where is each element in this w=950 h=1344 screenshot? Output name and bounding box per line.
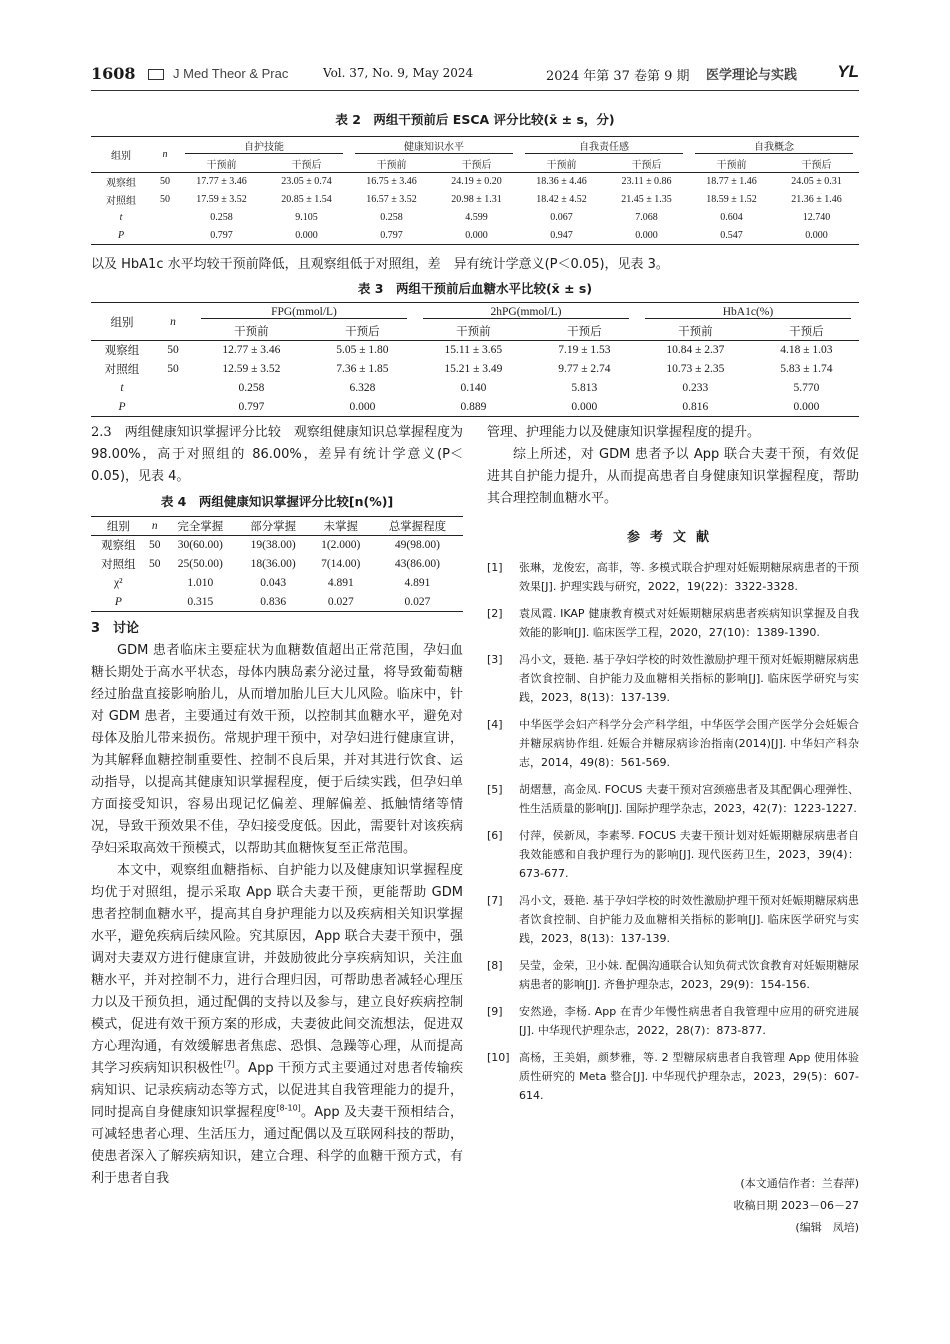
reference-number: [6] — [487, 829, 503, 842]
cell: 1.010 — [187, 577, 214, 589]
cell: 12.59 ± 3.52 — [222, 363, 281, 375]
table4-header: n — [151, 520, 158, 532]
table2-col-n: n — [162, 149, 168, 160]
reference-item — [487, 604, 859, 642]
between-text: 以及 HbA1c 水平均较干预前降低，且观察组低于对照组，差 异有统计学意义(P＜0.05)，见表 3。 — [91, 257, 669, 272]
cell: 4.891 — [327, 577, 354, 589]
cell: 0.947 — [550, 229, 573, 241]
cell — [146, 574, 164, 593]
cell: 0.797 — [210, 229, 233, 241]
cell: 20.98 ± 1.31 — [451, 194, 502, 205]
row-label: P — [118, 400, 126, 413]
cell: 19(38.00) — [250, 539, 296, 552]
row-label: 对照组 — [106, 196, 136, 207]
table3-group-1: 2hPG(mmol/L) — [415, 303, 637, 322]
cell: 25(50.00) — [177, 558, 223, 570]
table2-sub-after: 干预后 — [631, 159, 662, 171]
reference-text: 冯小文，聂艳. 基于孕妇学校的时效性激励护理干预对妊娠期糖尿病患者饮食控制、自护能力及血糖相关指标的影响[J]. 临床医学研究与实践，2023，8(13)：137-139. — [519, 894, 859, 945]
cell: 对照组 — [101, 559, 136, 571]
cell: 0.258 — [380, 212, 403, 223]
table-row — [91, 209, 859, 227]
cell: 21.45 ± 1.35 — [621, 194, 672, 205]
reference-number: [9] — [487, 1005, 503, 1018]
table4-header: 组别 — [106, 521, 130, 533]
volume-cn: 2024 年第 37 卷第 9 期 — [546, 69, 690, 84]
reference-text: 中华医学会妇产科学分会产科学组，中华医学会围产医学分会妊娠合并糖尿病协作组. 妊娠合并糖尿病诊治指南(2014)[J]. 中华妇产科杂志，2014，49(8)：561-569. — [519, 718, 859, 769]
cell: 0.000 — [635, 229, 658, 241]
cell: 0.027 — [404, 595, 431, 608]
table-row — [91, 574, 463, 593]
reference-text: 吴莹，金荣，卫小妹. 配偶沟通联合认知负荷式饮食教育对妊娠期糖尿病患者的影响[J]. 齐鲁护理杂志，2023，29(9)：154-156. — [519, 959, 859, 991]
table3-caption: 表 3 两组干预前后血糖水平比较(x̄ ± s) — [357, 281, 593, 296]
page-number: 1608 — [91, 64, 136, 83]
cell: 0.027 — [327, 595, 354, 608]
section-2-3 — [91, 422, 463, 488]
continued-text: 管理、护理能力以及健康知识掌握程度的提升。 — [487, 425, 761, 440]
cell: 观察组 — [101, 540, 136, 553]
cell: 7(14.00) — [321, 558, 361, 570]
reference-text: 袁凤霞. IKAP 健康教育模式对妊娠期糖尿病患者疾病知识掌握及自我效能的影响[J]. 临床医学工程，2020，27(10)：1389-1390. — [519, 607, 859, 639]
cell: 15.11 ± 3.65 — [444, 344, 503, 357]
cell: 0.000 — [295, 229, 318, 241]
reference-item — [487, 891, 859, 948]
cell: 43(86.00) — [394, 558, 440, 570]
row-label: 观察组 — [106, 178, 136, 190]
cell: 0.889 — [460, 400, 487, 413]
table2-sub-after: 干预后 — [291, 159, 322, 171]
table-row — [91, 173, 859, 191]
table2-group-2: 自我责任感 — [519, 137, 689, 155]
cell: 10.84 ± 2.37 — [666, 344, 725, 357]
cell: 6.328 — [349, 382, 376, 394]
table2-group-0: 自护技能 — [179, 137, 349, 155]
table4-caption: 表 4 两组健康知识掌握评分比较[n(%)] — [160, 494, 394, 509]
cell: 17.59 ± 3.52 — [196, 194, 247, 205]
cell: 0.547 — [720, 229, 743, 241]
table4-header: 总掌握程度 — [388, 521, 447, 533]
cell: 23.11 ± 0.86 — [621, 176, 672, 188]
corresponding-author: (本文通信作者：兰春萍) — [740, 1177, 859, 1190]
cell: 12.740 — [802, 212, 831, 223]
cell: 18.42 ± 4.52 — [536, 194, 587, 205]
cell: 0.000 — [793, 400, 820, 413]
cell: 0.258 — [210, 212, 233, 223]
table-row — [91, 379, 859, 398]
reference-item — [487, 650, 859, 707]
cell: 16.75 ± 3.46 — [366, 176, 417, 188]
editor: (编辑 凤培) — [795, 1221, 859, 1234]
cell: 24.05 ± 0.31 — [791, 176, 842, 188]
cell: 23.05 ± 0.74 — [281, 176, 332, 188]
table3-col-group: 组别 — [110, 316, 134, 329]
cell: 4.599 — [465, 212, 488, 223]
section-2-3-text: 观察组健康知识总掌握程度为 98.00%，高于对照组的 86.00%，差异有统计学意义(P＜0.05)，见表 4。 — [91, 425, 463, 484]
row-n: 50 — [160, 194, 170, 205]
cell: 49(98.00) — [394, 539, 440, 552]
table2-sub-before: 干预前 — [376, 159, 407, 171]
cell: 15.21 ± 3.49 — [444, 363, 503, 375]
cell: 0.836 — [260, 595, 287, 608]
text-span: 。App 干预方式主要通过对患者传输疾病知识、记录疾病动态等方式，以促进其自我管理能力的提升，同时提高自身健康知识掌握程度 — [91, 1061, 463, 1120]
cell: 0.233 — [682, 382, 709, 394]
reference-number: [3] — [487, 653, 503, 666]
table4 — [91, 516, 463, 612]
row-n — [151, 209, 179, 227]
cell: 7.068 — [635, 212, 658, 223]
cell: 0.067 — [550, 212, 573, 223]
cell: 12.77 ± 3.46 — [222, 344, 281, 357]
cell — [146, 593, 164, 612]
text-span: 。App 及夫妻干预相结合，可减轻患者心理、生活压力，通过配偶以及互联网科技的帮助，使患者深入了解疾病知识，建立合理、科学的血糖干预方式，有利于患者自我 — [91, 1105, 463, 1186]
table2-sub-before: 干预前 — [716, 159, 747, 171]
cell: 18(36.00) — [250, 558, 296, 570]
cell: 0.000 — [465, 229, 488, 241]
row-label: t — [119, 212, 123, 223]
journal-logo: YL — [837, 62, 859, 81]
table2-group-3: 自我概念 — [689, 137, 859, 155]
reference-number: [7] — [487, 894, 503, 907]
cell: 0.315 — [187, 595, 214, 608]
reference-number: [4] — [487, 718, 503, 731]
row-n — [153, 398, 193, 417]
reference-text: 付萍，侯新凤，李素琴. FOCUS 夫妻干预计划对妊娠期糖尿病患者自我效能感和自我护理行为的影响[J]. 现代医药卫生，2023，39(4)：673-677. — [519, 829, 859, 880]
cell: 7.36 ± 1.85 — [336, 363, 389, 375]
cell: 9.105 — [295, 212, 318, 223]
cell: 0.258 — [238, 382, 265, 394]
reference-text: 安然逊，李杨. App 在青少年慢性病患者自我管理中应用的研究进展[J]. 中华现代护理杂志，2022，28(7)：873-877. — [519, 1005, 859, 1037]
header-box-icon — [148, 69, 164, 80]
table-row — [91, 555, 463, 574]
cell: 18.36 ± 4.46 — [536, 176, 587, 188]
cell: 0.816 — [682, 400, 709, 413]
table4-header: 未掌握 — [323, 521, 358, 533]
references-title: 参考文献 — [626, 530, 719, 545]
reference-number: [1] — [487, 561, 503, 574]
reference-text: 高杨，王美娟，颜梦雅，等. 2 型糖尿病患者自我管理 App 使用体验质性研究的 Meta 整合[J]. 中华现代护理杂志，2023，29(5)：607-614. — [519, 1051, 859, 1102]
row-n: 50 — [167, 344, 179, 357]
table2-caption: 表 2 两组干预前后 ESCA 评分比较(x̄ ± s，分) — [335, 112, 615, 127]
cell: 0.000 — [571, 400, 598, 413]
cell: 4.891 — [404, 577, 431, 589]
row-label: P — [117, 229, 125, 241]
journal-name-cn: 医学理论与实践 — [706, 67, 798, 82]
table3-sub-before: 干预前 — [456, 325, 491, 338]
reference-text: 胡熠慧，高金凤. FOCUS 夫妻干预对宫颈癌患者及其配偶心理弹性、性生活质量的影响[J]. 国际护理学杂志，2023，42(7)：1223-1227. — [519, 783, 859, 815]
table4-header: 完全掌握 — [177, 521, 224, 533]
row-n — [151, 227, 179, 245]
table-row — [91, 227, 859, 245]
discussion-title: 3 讨论 — [91, 621, 140, 636]
row-n: 50 — [160, 176, 170, 188]
reference-text: 冯小文，聂艳. 基于孕妇学校的时效性激励护理干预对妊娠期糖尿病患者饮食控制、自护能力及血糖相关指标的影响[J]. 临床医学研究与实践，2023，8(13)：137-139. — [519, 653, 859, 704]
cell: 0.043 — [260, 577, 287, 589]
cell: 17.77 ± 3.46 — [196, 176, 247, 188]
cell: 0.604 — [720, 212, 743, 223]
cell: 5.83 ± 1.74 — [780, 363, 833, 375]
discussion-paragraph-2 — [91, 860, 463, 1190]
table2-sub-after: 干预后 — [801, 159, 832, 171]
right-column-text — [487, 422, 859, 510]
cell: 50 — [149, 558, 161, 570]
reference-item — [487, 780, 859, 818]
journal-name-en: J Med Theor & Prac — [173, 66, 289, 81]
cell: 4.18 ± 1.03 — [780, 344, 833, 357]
citation: [8-10] — [276, 1103, 301, 1113]
discussion — [91, 618, 463, 1190]
table-row — [91, 360, 859, 379]
table2-sub-before: 干预前 — [206, 159, 237, 171]
cell: 20.85 ± 1.54 — [281, 194, 332, 205]
discussion-paragraph-1: GDM 患者临床主要症状为血糖数值超出正常范围，孕妇血糖长期处于高水平状态，母体内胰岛素分泌过量，将导致葡萄糖经过胎盘直接影响胎儿，从而增加胎儿巨大儿风险。临床中，针对 GDM 患者，主要通过有效干预，以控制其血糖水平，避免对母体及胎儿带来损伤。常规护理干预中，对孕妇进行健康宣讲，为其解释血糖控制重要性、控制不良后果，并对其进行饮食、运动指导，以提高其健康知识掌握程度，便于后续实践，但孕妇单方面接受知识，容易出现记忆偏差、理解偏差、抵触情绪等情况，导致干预效果不佳，孕妇接受度低。因此，需要针对该疾病孕妇采取高效干预模式，以帮助其血糖恢复至正常范围。 — [91, 643, 463, 856]
cell: 5.770 — [793, 382, 820, 394]
table2-sub-before: 干预前 — [546, 159, 577, 171]
cell: 9.77 ± 2.74 — [558, 363, 611, 375]
reference-item — [487, 1002, 859, 1040]
reference-item — [487, 715, 859, 772]
table3-sub-before: 干预前 — [678, 325, 713, 338]
row-n: 50 — [167, 363, 179, 375]
reference-number: [8] — [487, 959, 503, 972]
cell: 30(60.00) — [177, 539, 223, 552]
reference-item — [487, 1048, 859, 1105]
table3-col-n: n — [170, 315, 176, 328]
table3-group-0: FPG(mmol/L) — [193, 303, 415, 322]
reference-item — [487, 558, 859, 596]
received-date: 收稿日期 2023－06－27 — [733, 1199, 859, 1212]
page-header — [91, 60, 859, 91]
cell: 0.797 — [380, 229, 403, 241]
reference-number: [5] — [487, 783, 503, 796]
cell: 50 — [149, 539, 161, 552]
cell: 24.19 ± 0.20 — [451, 176, 502, 188]
cell: 18.59 ± 1.52 — [706, 194, 757, 205]
reference-number: [2] — [487, 607, 503, 620]
table3-sub-after: 干预后 — [789, 325, 824, 338]
cell: χ² — [114, 577, 123, 589]
table-row — [91, 191, 859, 209]
text-span: 本文中，观察组血糖指标、自护能力以及健康知识掌握程度均优于对照组，提示采取 App 联合夫妻干预，更能帮助 GDM 患者控制血糖水平，提高其自身护理能力以及疾病相关知识掌握水平，避免疾病后续风险。究其原因，App 联合夫妻干预中，强调对夫妻双方进行健康宣讲，并鼓励彼此分享疾病知识，关注血糖水平，并对控制不力，进行合理归因，可帮助患者减轻心理压力以及干预负担，通过配偶的支持以及参与，建立良好疾病控制模式，促进有效干预方案的形成，夫妻彼此间交流想法，促进双方心理沟通，有效缓解患者焦虑、恐惧、急躁等心理，从而提高其学习疾病知识积极性 — [91, 863, 463, 1076]
cell: 10.73 ± 2.35 — [666, 363, 725, 375]
row-n — [153, 379, 193, 398]
cell: 18.77 ± 1.46 — [706, 176, 757, 188]
row-label: 观察组 — [104, 345, 140, 358]
table3-sub-after: 干预后 — [345, 325, 380, 338]
conclusion-paragraph: 综上所述，对 GDM 患者予以 App 联合夫妻干预，有效促进其自护能力提升，从而提高患者自身健康知识掌握程度，帮助其合理控制血糖水平。 — [487, 447, 859, 506]
cell: 16.57 ± 3.52 — [366, 194, 417, 205]
table-row — [91, 536, 463, 555]
reference-number: [10] — [487, 1051, 510, 1064]
table4-header: 部分掌握 — [250, 521, 297, 533]
section-2-3-title: 2.3 两组健康知识掌握评分比较 — [91, 425, 281, 440]
table3-sub-after: 干预后 — [567, 325, 602, 338]
row-label: 对照组 — [104, 364, 140, 376]
cell: 0.000 — [805, 229, 828, 241]
cell: 21.36 ± 1.46 — [791, 194, 842, 205]
cell: 5.05 ± 1.80 — [336, 344, 389, 357]
table-row — [91, 398, 859, 417]
reference-item — [487, 826, 859, 883]
citation: [7] — [223, 1059, 235, 1069]
table-row — [91, 593, 463, 612]
cell: 5.813 — [571, 382, 598, 394]
table2-sub-after: 干预后 — [461, 159, 492, 171]
table3-group-2: HbA1c(%) — [637, 303, 859, 322]
table-row — [91, 341, 859, 360]
table2-group-1: 健康知识水平 — [349, 137, 519, 155]
table2-col-group: 组别 — [111, 151, 131, 162]
table3-sub-before: 干预前 — [234, 325, 269, 338]
cell: 1(2.000) — [321, 539, 361, 552]
table3 — [91, 302, 859, 417]
table2 — [91, 136, 859, 245]
cell: 0.797 — [238, 400, 265, 413]
cell: P — [114, 595, 122, 608]
cell: 0.140 — [460, 382, 487, 394]
row-label: t — [120, 382, 124, 394]
reference-text: 张琳，龙俊宏，高菲，等. 多模式联合护理对妊娠期糖尿病患者的干预效果[J]. 护理实践与研究，2022，19(22)：3322-3328. — [519, 561, 859, 593]
cell: 7.19 ± 1.53 — [558, 344, 611, 357]
cell: 0.000 — [349, 400, 376, 413]
volume-en: Vol. 37, No. 9, May 2024 — [323, 66, 474, 80]
references-list — [487, 558, 859, 1113]
reference-item — [487, 956, 859, 994]
